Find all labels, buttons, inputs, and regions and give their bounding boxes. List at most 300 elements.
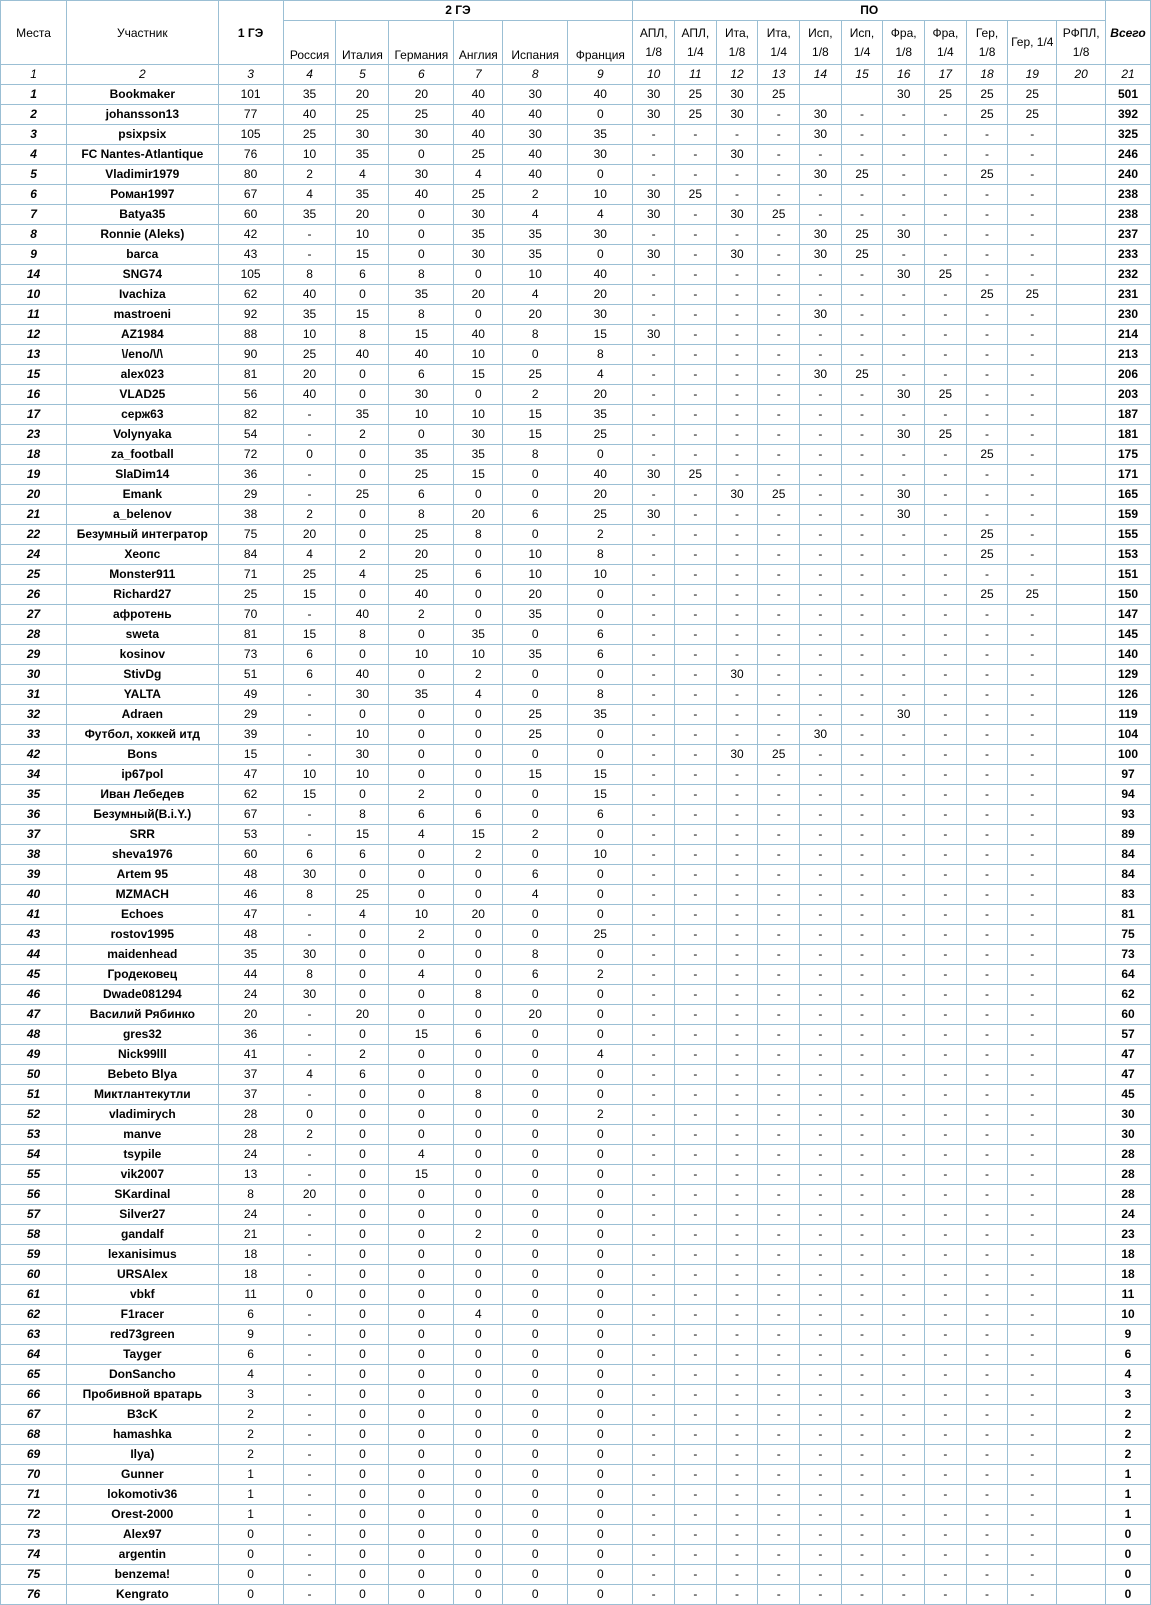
score-cell: - <box>925 1505 967 1525</box>
score-cell: - <box>800 1385 842 1405</box>
score-cell: 0 <box>503 925 568 945</box>
score-cell: - <box>883 1005 925 1025</box>
score-cell: 8 <box>389 305 454 325</box>
score-cell: 15 <box>454 365 503 385</box>
score-cell: 15 <box>454 465 503 485</box>
place-cell: 53 <box>1 1125 67 1145</box>
score-cell: - <box>633 1385 675 1405</box>
score-cell: 0 <box>389 665 454 685</box>
score-cell: 20 <box>389 545 454 565</box>
score-cell: - <box>716 345 758 365</box>
score-cell: 0 <box>336 1305 389 1325</box>
score-cell: - <box>883 205 925 225</box>
score-cell: - <box>633 1085 675 1105</box>
place-cell: 71 <box>1 1485 67 1505</box>
score-cell: 35 <box>336 145 389 165</box>
score-cell: 0 <box>454 705 503 725</box>
score-cell: 0 <box>389 1105 454 1125</box>
score-cell: - <box>675 1265 717 1285</box>
score-cell: 36 <box>218 465 283 485</box>
place-cell: 27 <box>1 605 67 625</box>
score-cell: - <box>633 585 675 605</box>
score-cell: - <box>800 1045 842 1065</box>
score-cell: 40 <box>503 105 568 125</box>
score-cell: - <box>841 1205 883 1225</box>
score-cell: 6 <box>454 805 503 825</box>
score-cell: 4 <box>283 185 336 205</box>
score-cell: 35 <box>568 125 633 145</box>
score-cell: 0 <box>454 1245 503 1265</box>
score-cell: 10 <box>503 565 568 585</box>
score-cell: - <box>966 1565 1008 1585</box>
score-cell: - <box>841 1505 883 1525</box>
score-cell: - <box>758 1005 800 1025</box>
score-cell: 0 <box>454 1345 503 1365</box>
place-cell: 49 <box>1 1045 67 1065</box>
score-cell: 0 <box>389 985 454 1005</box>
score-cell: - <box>966 505 1008 525</box>
place-cell: 34 <box>1 765 67 785</box>
score-cell: 37 <box>218 1085 283 1105</box>
score-cell: 0 <box>454 1285 503 1305</box>
score-cell: 0 <box>389 1125 454 1145</box>
score-cell: - <box>841 265 883 285</box>
score-cell: 0 <box>336 1285 389 1305</box>
score-cell: 30 <box>389 165 454 185</box>
score-cell: 0 <box>336 1525 389 1545</box>
table-row <box>1 1085 1151 1105</box>
participant-name: sweta <box>67 625 218 645</box>
score-cell: 4 <box>568 1045 633 1065</box>
score-cell: - <box>758 185 800 205</box>
participant-name: Kengrato <box>67 1585 218 1605</box>
score-cell: 6 <box>503 965 568 985</box>
score-cell: 0 <box>336 1025 389 1045</box>
score-cell: - <box>675 685 717 705</box>
score-cell: - <box>758 785 800 805</box>
place-cell: 23 <box>1 425 67 445</box>
score-cell: 30 <box>883 225 925 245</box>
score-cell: 48 <box>218 925 283 945</box>
score-cell: - <box>758 325 800 345</box>
score-cell: 90 <box>218 345 283 365</box>
participant-name: Bons <box>67 745 218 765</box>
total-cell: 1 <box>1106 1465 1151 1485</box>
place-cell: 59 <box>1 1245 67 1265</box>
score-cell: 35 <box>389 685 454 705</box>
score-cell: - <box>758 605 800 625</box>
score-cell: 30 <box>716 205 758 225</box>
score-cell: - <box>758 365 800 385</box>
score-cell: 30 <box>800 365 842 385</box>
score-cell: - <box>716 285 758 305</box>
score-cell: - <box>633 885 675 905</box>
table-row <box>1 625 1151 645</box>
participant-name: Adraen <box>67 705 218 725</box>
score-cell: 2 <box>503 825 568 845</box>
score-cell: 25 <box>925 265 967 285</box>
score-cell: 15 <box>283 785 336 805</box>
score-cell: - <box>966 885 1008 905</box>
score-cell: 35 <box>503 245 568 265</box>
score-cell: - <box>966 1005 1008 1025</box>
score-cell <box>1057 585 1106 605</box>
score-cell: 18 <box>218 1265 283 1285</box>
score-cell: 0 <box>503 1185 568 1205</box>
score-cell: - <box>1008 645 1057 665</box>
score-cell <box>1057 1005 1106 1025</box>
score-cell: - <box>925 285 967 305</box>
score-cell: - <box>841 645 883 665</box>
score-cell: 25 <box>336 485 389 505</box>
score-cell: 25 <box>675 465 717 485</box>
score-cell: 0 <box>336 1185 389 1205</box>
score-cell: - <box>925 765 967 785</box>
score-cell: 4 <box>503 285 568 305</box>
score-cell: 15 <box>389 325 454 345</box>
score-cell: - <box>841 1225 883 1245</box>
score-cell: - <box>716 1425 758 1445</box>
score-cell: 25 <box>675 85 717 105</box>
participant-name: B3cK <box>67 1405 218 1425</box>
score-cell: 0 <box>389 1185 454 1205</box>
score-cell: - <box>758 545 800 565</box>
score-cell: 84 <box>218 545 283 565</box>
score-cell: - <box>966 785 1008 805</box>
table-body <box>1 65 1151 1605</box>
table-row <box>1 1465 1151 1485</box>
score-cell: 20 <box>283 1185 336 1205</box>
place-cell: 17 <box>1 405 67 425</box>
score-cell: - <box>716 885 758 905</box>
score-cell: - <box>800 605 842 625</box>
score-cell: - <box>758 1545 800 1565</box>
place-cell: 15 <box>1 365 67 385</box>
score-cell: 15 <box>283 625 336 645</box>
participant-name: vladimirych <box>67 1105 218 1125</box>
score-cell: 6 <box>568 645 633 665</box>
total-cell: 203 <box>1106 385 1151 405</box>
place-cell: 57 <box>1 1205 67 1225</box>
score-cell: 0 <box>389 1405 454 1425</box>
score-cell: 0 <box>389 1465 454 1485</box>
total-cell: 24 <box>1106 1205 1151 1225</box>
score-cell: - <box>925 1345 967 1365</box>
score-cell: - <box>841 1185 883 1205</box>
score-cell: 15 <box>568 765 633 785</box>
score-cell: - <box>883 665 925 685</box>
score-cell: - <box>675 1105 717 1125</box>
score-cell: - <box>675 345 717 365</box>
score-cell <box>1057 625 1106 645</box>
score-cell: 2 <box>503 385 568 405</box>
score-cell <box>1057 1245 1106 1265</box>
total-cell: 187 <box>1106 405 1151 425</box>
score-cell: - <box>716 865 758 885</box>
score-cell: 25 <box>336 885 389 905</box>
score-cell: 0 <box>336 1505 389 1525</box>
score-cell <box>1057 1585 1106 1605</box>
score-cell: - <box>925 905 967 925</box>
score-cell: - <box>283 1485 336 1505</box>
participant-name: benzema! <box>67 1565 218 1585</box>
score-cell: 35 <box>218 945 283 965</box>
score-cell: - <box>841 325 883 345</box>
score-cell: - <box>841 745 883 765</box>
participant-name: Ronnie (Aleks) <box>67 225 218 245</box>
score-cell: - <box>925 1285 967 1305</box>
table-row <box>1 1485 1151 1505</box>
score-cell: - <box>758 905 800 925</box>
score-cell: 30 <box>800 245 842 265</box>
score-cell: - <box>1008 245 1057 265</box>
score-cell: - <box>800 565 842 585</box>
score-cell: - <box>883 1485 925 1505</box>
score-cell: - <box>966 205 1008 225</box>
score-cell: 0 <box>454 945 503 965</box>
score-cell: - <box>841 405 883 425</box>
score-cell: 30 <box>716 665 758 685</box>
score-cell: - <box>675 225 717 245</box>
score-cell: - <box>1008 1405 1057 1425</box>
score-cell: - <box>283 1445 336 1465</box>
score-cell: 2 <box>454 1225 503 1245</box>
score-cell: - <box>1008 205 1057 225</box>
score-cell: 0 <box>454 1205 503 1225</box>
score-cell: - <box>716 1225 758 1245</box>
score-cell: 0 <box>568 1585 633 1605</box>
score-cell: - <box>758 1465 800 1485</box>
participant-name: VLAD25 <box>67 385 218 405</box>
score-cell: - <box>800 505 842 525</box>
score-cell: - <box>675 1185 717 1205</box>
score-cell: - <box>841 445 883 465</box>
score-cell: - <box>716 985 758 1005</box>
score-cell: - <box>966 225 1008 245</box>
table-row <box>1 185 1151 205</box>
score-cell: - <box>925 885 967 905</box>
score-cell: - <box>800 1505 842 1525</box>
score-cell: - <box>966 705 1008 725</box>
score-cell: - <box>633 1585 675 1605</box>
score-cell: 0 <box>454 1265 503 1285</box>
score-cell: 0 <box>389 1345 454 1365</box>
score-cell: 101 <box>218 85 283 105</box>
score-cell: 0 <box>503 1425 568 1445</box>
score-cell: - <box>716 505 758 525</box>
table-row <box>1 1425 1151 1445</box>
place-cell: 31 <box>1 685 67 705</box>
score-cell: 20 <box>568 485 633 505</box>
column-index-cell: 13 <box>758 65 800 85</box>
score-cell: - <box>1008 345 1057 365</box>
column-index-cell: 9 <box>568 65 633 85</box>
score-cell: - <box>1008 925 1057 945</box>
score-cell: 0 <box>454 965 503 985</box>
score-cell: - <box>841 1165 883 1185</box>
score-cell: - <box>841 1245 883 1265</box>
score-cell: - <box>675 305 717 325</box>
table-row <box>1 465 1151 485</box>
score-cell: - <box>758 505 800 525</box>
score-cell: - <box>883 1545 925 1565</box>
score-cell: - <box>758 1125 800 1145</box>
score-cell: - <box>675 1405 717 1425</box>
score-cell: 0 <box>389 1285 454 1305</box>
score-cell: - <box>675 925 717 945</box>
header-stage2-russia: Россия <box>283 21 336 65</box>
score-cell: 0 <box>503 1325 568 1345</box>
score-cell: - <box>800 1245 842 1265</box>
score-cell: - <box>1008 365 1057 385</box>
score-cell: - <box>925 405 967 425</box>
score-cell: - <box>925 805 967 825</box>
score-cell <box>1057 925 1106 945</box>
participant-name: ip67pol <box>67 765 218 785</box>
score-cell: - <box>1008 1525 1057 1545</box>
score-cell: 0 <box>503 1245 568 1265</box>
score-cell: - <box>841 1425 883 1445</box>
score-cell: 4 <box>336 905 389 925</box>
score-cell: 6 <box>283 845 336 865</box>
place-cell: 8 <box>1 225 67 245</box>
score-cell <box>1057 425 1106 445</box>
score-cell: 105 <box>218 125 283 145</box>
score-cell: 20 <box>336 85 389 105</box>
score-cell <box>800 85 842 105</box>
score-cell: - <box>883 1525 925 1545</box>
score-cell: 0 <box>503 1065 568 1085</box>
score-cell <box>1057 325 1106 345</box>
score-cell: 0 <box>503 1545 568 1565</box>
score-cell: - <box>841 1145 883 1165</box>
score-cell: - <box>841 1325 883 1345</box>
place-cell: 63 <box>1 1325 67 1345</box>
participant-name: mastroeni <box>67 305 218 325</box>
score-cell: 40 <box>283 105 336 125</box>
score-cell: 0 <box>454 1385 503 1405</box>
total-cell: 0 <box>1106 1545 1151 1565</box>
score-cell: - <box>675 1525 717 1545</box>
score-cell: 20 <box>283 365 336 385</box>
score-cell: 40 <box>454 325 503 345</box>
score-cell: 0 <box>336 1225 389 1245</box>
score-cell: - <box>1008 445 1057 465</box>
score-cell: - <box>800 445 842 465</box>
score-cell: - <box>675 705 717 725</box>
score-cell: - <box>841 465 883 485</box>
score-cell: - <box>800 345 842 365</box>
score-cell: - <box>800 405 842 425</box>
score-cell: - <box>925 145 967 165</box>
score-cell: - <box>1008 1325 1057 1345</box>
place-cell: 73 <box>1 1525 67 1545</box>
table-row <box>1 1165 1151 1185</box>
score-cell: - <box>716 1325 758 1345</box>
score-cell: 0 <box>568 1345 633 1365</box>
score-cell: - <box>841 425 883 445</box>
score-cell: 18 <box>218 1245 283 1265</box>
score-cell: - <box>925 365 967 385</box>
score-cell: 0 <box>336 1145 389 1165</box>
total-cell: 150 <box>1106 585 1151 605</box>
score-cell: - <box>283 465 336 485</box>
score-cell: 30 <box>568 225 633 245</box>
total-cell: 1 <box>1106 1485 1151 1505</box>
score-cell: 28 <box>218 1105 283 1125</box>
score-cell: - <box>1008 405 1057 425</box>
score-cell: 76 <box>218 145 283 165</box>
score-cell: 20 <box>568 385 633 405</box>
score-cell: - <box>800 1145 842 1165</box>
total-cell: 159 <box>1106 505 1151 525</box>
score-cell: 15 <box>454 825 503 845</box>
score-cell: 0 <box>568 1365 633 1385</box>
score-cell: 30 <box>503 85 568 105</box>
score-cell <box>1057 1185 1106 1205</box>
score-cell: - <box>841 885 883 905</box>
score-cell: - <box>675 1205 717 1225</box>
participant-name: F1racer <box>67 1305 218 1325</box>
column-index-cell: 14 <box>800 65 842 85</box>
score-cell: - <box>633 405 675 425</box>
score-cell: - <box>883 625 925 645</box>
score-cell: - <box>633 845 675 865</box>
score-cell: 6 <box>283 645 336 665</box>
table-row <box>1 125 1151 145</box>
score-cell: 40 <box>336 345 389 365</box>
place-cell: 18 <box>1 445 67 465</box>
score-cell <box>841 85 883 105</box>
total-cell: 6 <box>1106 1345 1151 1365</box>
table-row <box>1 105 1151 125</box>
score-cell: - <box>966 185 1008 205</box>
score-cell: - <box>883 325 925 345</box>
score-cell: - <box>716 785 758 805</box>
score-cell: - <box>966 945 1008 965</box>
table-row <box>1 345 1151 365</box>
score-cell: 8 <box>283 265 336 285</box>
score-cell: 0 <box>336 945 389 965</box>
place-cell: 72 <box>1 1505 67 1525</box>
place-cell: 33 <box>1 725 67 745</box>
score-cell: - <box>925 1525 967 1545</box>
score-cell: 4 <box>283 545 336 565</box>
score-cell: 0 <box>503 1305 568 1325</box>
score-cell: - <box>716 605 758 625</box>
score-cell: - <box>758 1345 800 1365</box>
score-cell: 40 <box>568 465 633 485</box>
score-cell: - <box>758 265 800 285</box>
score-cell: - <box>883 1245 925 1265</box>
score-cell: - <box>883 885 925 905</box>
score-cell: 15 <box>336 245 389 265</box>
score-cell: - <box>800 205 842 225</box>
score-cell: - <box>716 625 758 645</box>
score-cell: - <box>841 1525 883 1545</box>
score-cell: 30 <box>389 125 454 145</box>
place-cell: 66 <box>1 1385 67 1405</box>
score-cell <box>1057 1465 1106 1485</box>
score-cell: - <box>800 985 842 1005</box>
score-cell: - <box>675 245 717 265</box>
score-cell: - <box>633 1225 675 1245</box>
score-cell: - <box>758 1365 800 1385</box>
score-cell: 0 <box>336 865 389 885</box>
score-cell: - <box>925 1245 967 1265</box>
score-cell: 30 <box>716 485 758 505</box>
score-cell: - <box>716 1545 758 1565</box>
